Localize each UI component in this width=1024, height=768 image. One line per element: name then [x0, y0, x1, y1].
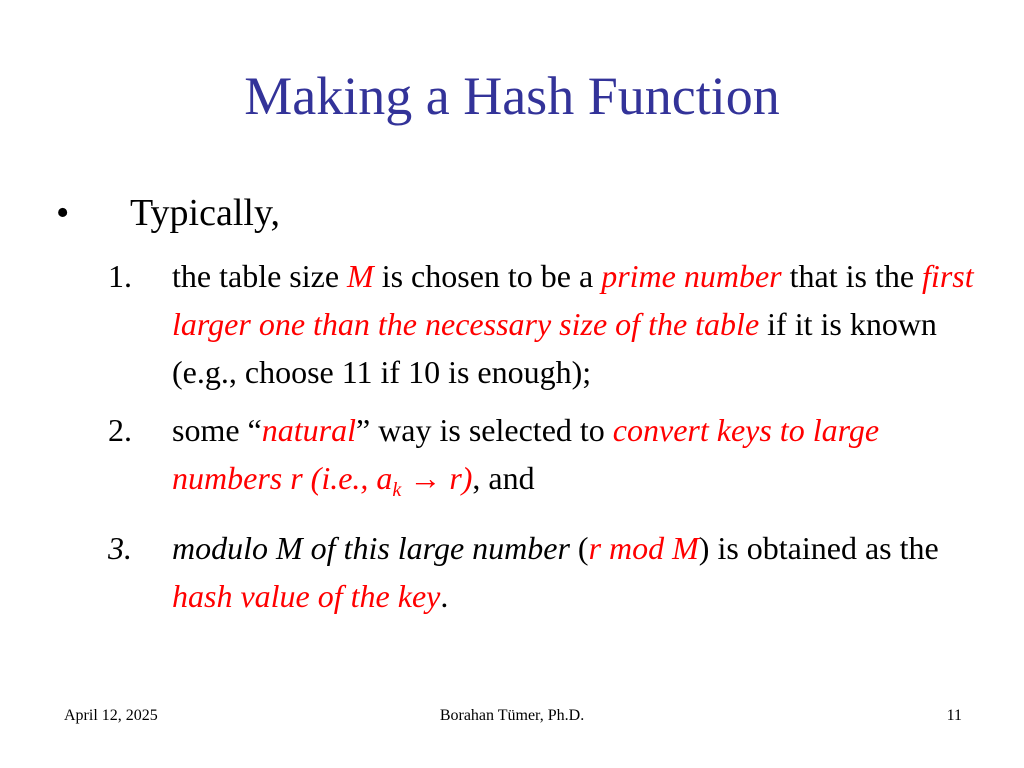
text-segment: the table size: [172, 258, 348, 294]
emphasis-segment: convert keys to large numbers r: [172, 412, 880, 496]
list-item-3: [108, 524, 978, 620]
emphasis-segment: prime number: [601, 258, 782, 294]
footer-page-number: 11: [946, 707, 962, 724]
italic-segment: modulo M of this large number: [172, 530, 570, 566]
footer-date: April 12, 2025: [64, 707, 158, 724]
text-segment: is chosen to be a: [373, 258, 602, 294]
emphasis-segment: → r): [401, 460, 473, 496]
emphasis-segment: hash value of the key: [172, 578, 441, 614]
text-segment: ) is obtained as the: [698, 530, 939, 566]
emphasis-segment: first larger one than the necessary size of the table: [172, 258, 974, 342]
bullet-marker: •: [56, 192, 70, 234]
numbered-list: [108, 252, 978, 630]
list-item-number: 3.: [108, 530, 132, 566]
text-segment: that is the: [781, 258, 923, 294]
footer-author: Borahan Tümer, Ph.D.: [439, 707, 585, 724]
list-item-1: [108, 252, 978, 396]
emphasis-segment: M: [347, 258, 374, 294]
emphasis-segment: natural: [261, 412, 356, 448]
list-item-number: 2.: [108, 412, 132, 448]
text-segment: , and: [472, 460, 535, 496]
list-item-number: 1.: [108, 258, 132, 294]
slide-title: Making a Hash Function: [244, 66, 780, 126]
emphasis-segment: (i.e., a: [302, 460, 393, 496]
bullet-text: Typically,: [130, 192, 280, 234]
text-segment: .: [440, 578, 449, 614]
text-segment: ” way is selected to: [355, 412, 613, 448]
text-segment: some “: [172, 412, 262, 448]
subscript: k: [392, 479, 402, 501]
list-item-2: [108, 406, 978, 514]
text-segment: (: [569, 530, 589, 566]
text-segment: if it is known (e.g., choose 11 if 10 is enough);: [172, 306, 937, 390]
emphasis-segment: r mod M: [588, 530, 699, 566]
